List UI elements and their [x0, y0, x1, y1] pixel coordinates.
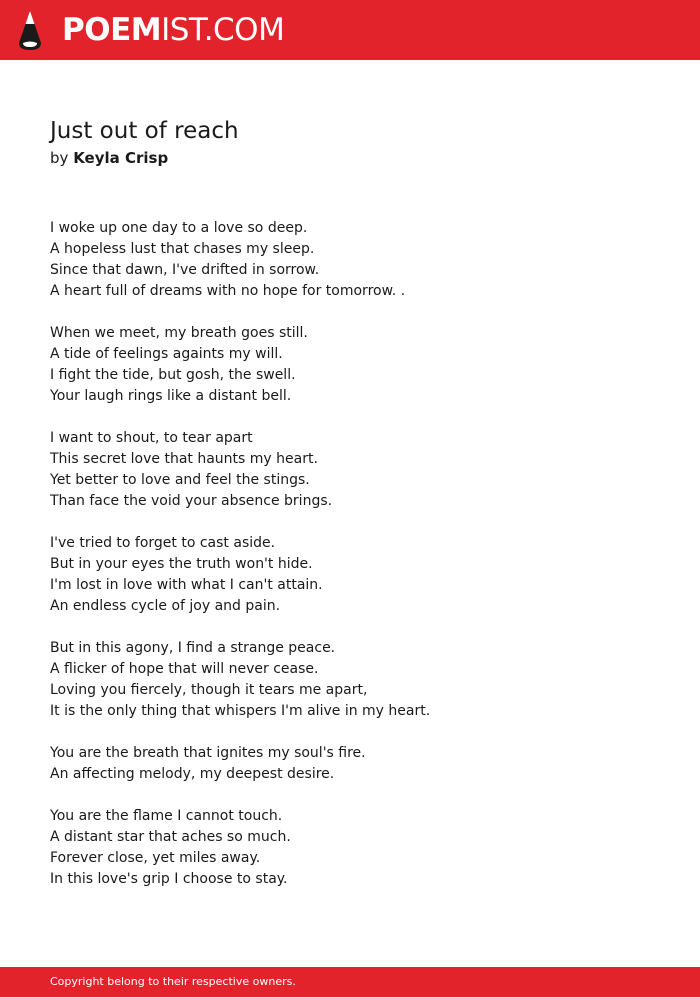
poem-line: This secret love that haunts my heart. — [50, 451, 318, 467]
poem-title: Just out of reach — [50, 118, 239, 144]
poem-line: But in this agony, I find a strange peace. — [50, 640, 336, 656]
poem-line: Yet better to love and feel the stings. — [50, 472, 310, 488]
stanza — [50, 806, 670, 890]
byline-prefix: by — [50, 149, 69, 167]
stanza — [50, 323, 670, 407]
poem-line: I want to shout, to tear apart — [50, 430, 253, 446]
logo-text-light: IST.COM — [161, 12, 285, 48]
poem-line: But in your eyes the truth won't hide. — [50, 556, 313, 572]
poem-line: I'm lost in love with what I can't attain. — [50, 577, 323, 593]
poem-line: Forever close, yet miles away. — [50, 850, 261, 866]
poem-line: I've tried to forget to cast aside. — [50, 535, 276, 551]
poem-line: You are the flame I cannot touch. — [50, 808, 283, 824]
poem-line: A hopeless lust that chases my sleep. — [50, 241, 315, 257]
copyright-notice: Copyright belong to their respective owners. — [50, 975, 296, 988]
poem-line: It is the only thing that whispers I'm alive in my heart. — [50, 703, 431, 719]
stanza — [50, 533, 670, 617]
poem-byline — [50, 148, 168, 168]
poem-line: A flicker of hope that will never cease. — [50, 661, 319, 677]
poem-line: I fight the tide, but gosh, the swell. — [50, 367, 296, 383]
poem-line: An endless cycle of joy and pain. — [50, 598, 281, 614]
poem-line: Since that dawn, I've drifted in sorrow. — [50, 262, 320, 278]
logo-text-bold: POEM — [62, 12, 162, 48]
poem-line: In this love's grip I choose to stay. — [50, 871, 288, 887]
poem-body — [50, 218, 670, 911]
stanza — [50, 743, 670, 785]
poem-line: Loving you fiercely, though it tears me apart, — [50, 682, 368, 698]
poem-line: Than face the void your absence brings. — [50, 493, 333, 509]
poem-line: A heart full of dreams with no hope for tomorrow. . — [50, 283, 406, 299]
poem-line: You are the breath that ignites my soul's fire. — [50, 745, 366, 761]
poem-line: When we meet, my breath goes still. — [50, 325, 308, 341]
stanza — [50, 428, 670, 512]
site-header — [0, 0, 700, 60]
poem-line: Your laugh rings like a distant bell. — [50, 388, 292, 404]
poem-line: An affecting melody, my deepest desire. — [50, 766, 335, 782]
poem-line: A distant star that aches so much. — [50, 829, 291, 845]
site-footer — [0, 967, 700, 997]
poem-line: A tide of feelings againts my will. — [50, 346, 283, 362]
pencil-tip-icon[interactable] — [17, 10, 43, 52]
stanza — [50, 218, 670, 302]
author-name: Keyla Crisp — [73, 149, 169, 167]
poem-line: I woke up one day to a love so deep. — [50, 220, 308, 236]
site-logo[interactable] — [62, 12, 284, 48]
stanza — [50, 638, 670, 722]
